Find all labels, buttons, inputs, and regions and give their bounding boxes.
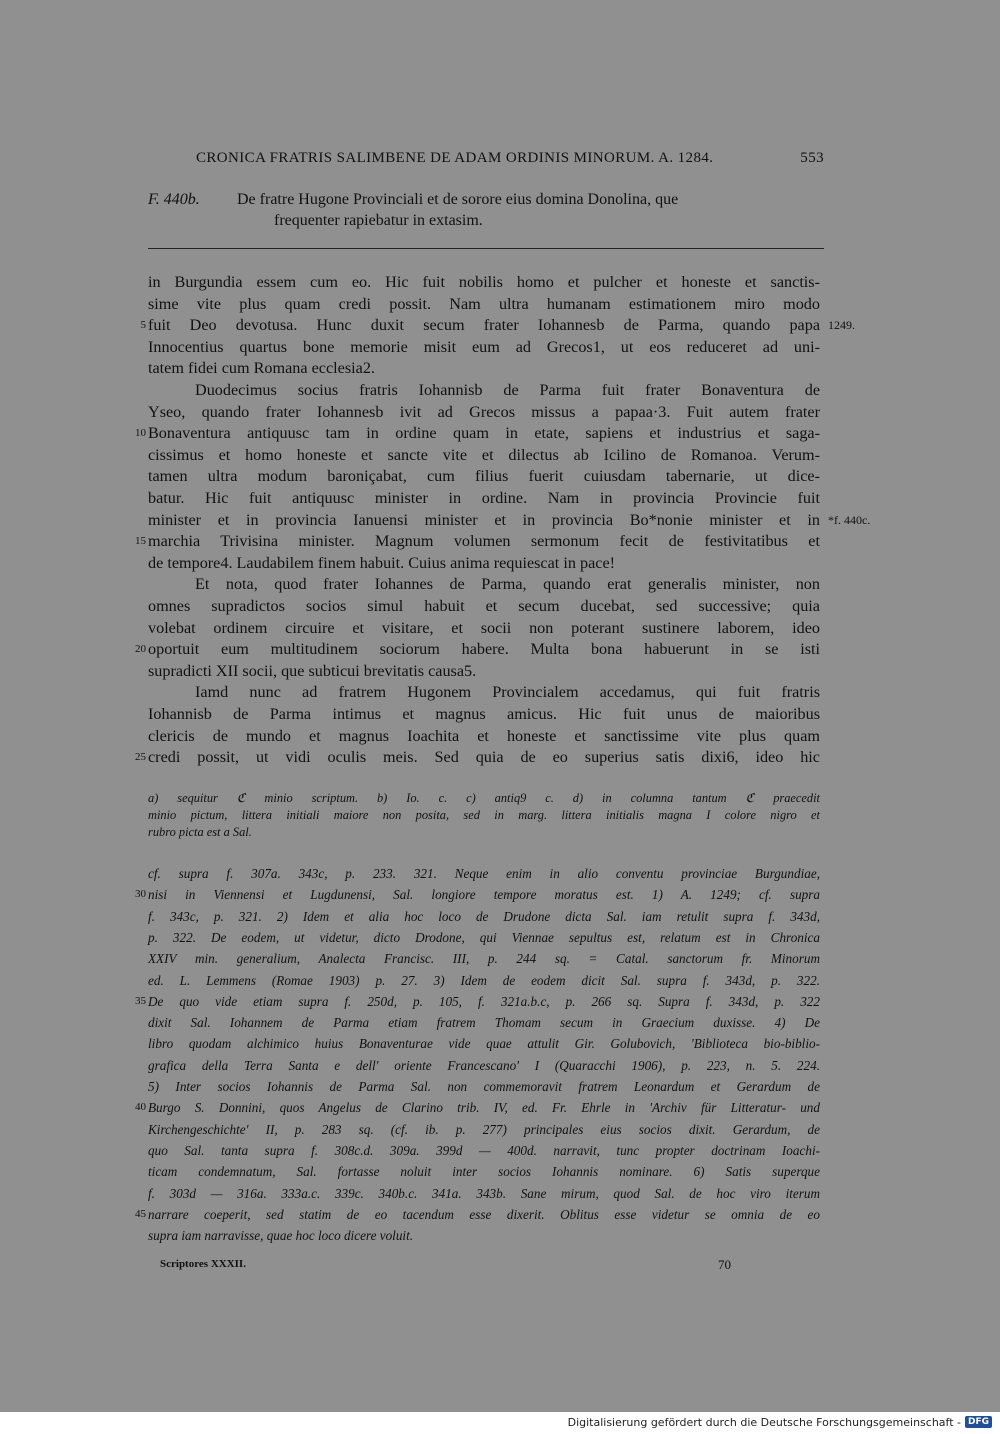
- credit-text: Digitalisierung gefördert durch die Deutsche Forschungsgemeinschaft -: [567, 1415, 961, 1429]
- footnote-line: dixit Sal. Iohannem de Parma etiam fratrem Thomam secum in Graecium duxisse. 4) De: [148, 1015, 820, 1031]
- text-line: tamen ultra modum baroniçabat, cum filius fuerit cuiusdam tabernarie, ut dice-: [148, 467, 820, 486]
- sheet-number: 70: [718, 1257, 731, 1272]
- apparatus-line: minio pictum, littera initiali maiore non posita, sed in marg. littera initialis magna I colore nigro et: [148, 808, 820, 822]
- printer-signature: Scriptores XXXII.: [160, 1258, 246, 1270]
- line-number: 15: [135, 535, 146, 548]
- text-line: minister et in provincia Ianuensi minister et in provincia Bo*nonie minister et in: [148, 510, 820, 529]
- footnote-line: Burgo S. Donnini, quos Angelus de Clarino trib. IV, ed. Fr. Ehrle in 'Archiv für Litteratur- und: [148, 1100, 820, 1116]
- apparatus-line: rubro picta est a Sal.: [148, 825, 252, 839]
- footnote-line: libro quodam alchimico huius Bonaventurae vide quae attulit Gir. Golubovich, 'Biblioteca bio-biblio-: [148, 1036, 820, 1052]
- footnote-line: De quo vide etiam supra f. 250d, p. 105, f. 321a.b.c, p. 266 sq. Supra f. 343d, p. 322: [148, 993, 820, 1009]
- apparatus-line: a) sequitur ℭ minio scriptum. b) Io. c. c) antiq9 c. d) in columna tantum ℭ praecedit: [148, 791, 820, 805]
- text-line: Iohannisb de Parma intimus et magnus amicus. Hic fuit unus de maioribus: [148, 705, 820, 723]
- footnote-line: Kirchengeschichte' II, p. 283 sq. (cf. ib. p. 277) principales eius socios dixit. Gerardum, de: [148, 1121, 820, 1137]
- footnote-line: XXIV min. generalium, Analecta Francisc. III, p. 244 sq. = Catal. sanctorum fr. Minorum: [148, 951, 820, 967]
- text-line: sime vite plus quam credi possit. Nam ultra humanam estimationem miro modo: [148, 294, 820, 313]
- heading-rule: [148, 248, 824, 249]
- footnote-line: ed. L. Lemmens (Romae 1903) p. 27. 3) Idem de eodem dicit Sal. supra f. 343d, p. 322.: [148, 972, 820, 988]
- running-title: CRONICA FRATRIS SALIMBENE DE ADAM ORDINIS MINORUM. A. 1284.: [196, 150, 714, 166]
- footnote-line: ticam condemnatum, Sal. fortasse noluit inter socios Iohannis nominare. 6) Satis superque: [148, 1164, 820, 1180]
- line-number: 20: [135, 643, 146, 656]
- footnote-line: f. 343c, p. 321. 2) Idem et alia hoc loco de Drudone dicta Sal. iam retulit supra f. 343d,: [148, 908, 820, 924]
- text-line: omnes supradictos socios simul habuit et secum ducebat, sed successive; quia: [148, 597, 820, 615]
- running-header: [196, 150, 824, 167]
- line-number: 45: [135, 1207, 146, 1220]
- text-line: marchia Trivisina minister. Magnum volumen sermonum fecit de festivitatibus et: [148, 532, 820, 551]
- footnote-line: supra iam narravisse, quae hoc loco dicere voluit.: [148, 1228, 414, 1244]
- text-line: fuit Deo devotusa. Hunc duxit secum frater Iohannesb de Parma, quando papa: [148, 316, 820, 335]
- line-number: 5: [140, 319, 146, 332]
- line-number: 25: [135, 751, 146, 764]
- text-line: Innocentius quartus bone memorie misit eum ad Grecos1, ut eos reduceret ad uni-: [148, 337, 820, 356]
- chapter-title-line-1: De fratre Hugone Provinciali et de sorore eius domina Donolina, que: [237, 191, 679, 208]
- line-number: 10: [135, 427, 146, 440]
- footnote-line: f. 303d — 316a. 333a.c. 339c. 340b.c. 341a. 343b. Sane mirum, quod Sal. de hoc viro iterum: [148, 1185, 820, 1201]
- margin-note: *f. 440c.: [828, 512, 871, 527]
- text-line: clericis de mundo et magnus Ioachita et honeste et sanctissime vite plus quam: [148, 726, 820, 745]
- page-number: 553: [800, 150, 824, 166]
- text-line: in Burgundia essem cum eo. Hic fuit nobilis homo et pulcher et honeste et sanctis-: [148, 273, 820, 291]
- footnote-line: 5) Inter socios Iohannis de Parma Sal. non commemoravit fratrem Leonardum et Gerardum de: [148, 1079, 820, 1094]
- text-line: cissimus et homo honeste et sancte vite et dilectus ab Icilino de Romanoa. Verum-: [148, 445, 820, 464]
- footnote-line: nisi in Viennensi et Lugdunensi, Sal. longiore tempore moratus est. 1) A. 1249; cf. supra: [148, 887, 820, 903]
- text-line: supradicti XII socii, que subticui brevitatis causa5.: [148, 661, 477, 680]
- footnote-line: quo Sal. tanta supra f. 308c.d. 309a. 399d — 400d. narravit, tunc propter doctrinam Ioachi-: [148, 1142, 820, 1158]
- text-line: Iamd nunc ad fratrem Hugonem Provincialem accedamus, qui fuit fratris: [195, 683, 820, 702]
- footnote-line: p. 322. De eodem, ut videtur, dicto Drodone, qui Viennae sepultus est, relatum est in Chronica: [148, 929, 820, 945]
- text-line: volebat ordinem circuire et visitare, et socii non poterant sustinere laborem, ideo: [148, 618, 820, 637]
- text-line: batur. Hic fuit antiquusc minister in ordine. Nam in provincia Provincie fuit: [148, 489, 820, 507]
- footnote-line: grafica della Terra Santa e dell' oriente Francescano' I (Quaracchi 1906), p. 223, n. 5. 224.: [148, 1057, 820, 1073]
- text-line: Bonaventura antiquusc tam in ordine quam in etate, sapiens et industrius et saga-: [148, 424, 820, 443]
- line-number: 40: [135, 1101, 146, 1114]
- digitization-credit: [568, 1414, 992, 1430]
- folio-reference: F. 440b.: [148, 191, 200, 208]
- text-line: de tempore4. Laudabilem finem habuit. Cuius anima requiescat in pace!: [148, 553, 616, 572]
- text-line: Yseo, quando frater Iohannesb ivit ad Grecos missus a papaa·3. Fuit autem frater: [148, 402, 820, 421]
- text-line: Duodecimus socius fratris Iohannisb de Parma fuit frater Bonaventura de: [195, 381, 820, 399]
- footnote-line: narrare coeperit, sed statim de eo tacendum esse dixerit. Oblitus esse videtur se omnia de eo: [148, 1206, 820, 1222]
- text-line: oportuit eum multitudinem sociorum habere. Multa bona habuerunt in se isti: [148, 640, 820, 659]
- margin-note: 1249.: [828, 318, 855, 333]
- chapter-title-line-2: frequenter rapiebatur in extasim.: [274, 212, 483, 229]
- dfg-logo: DFG: [965, 1416, 992, 1428]
- footnote-line: cf. supra f. 307a. 343c, p. 233. 321. Neque enim in alio conventu provinciae Burgundiae,: [148, 866, 820, 881]
- text-line: credi possit, ut vidi oculis meis. Sed quia de eo superius satis dixi6, ideo hic: [148, 748, 820, 767]
- text-line: tatem fidei cum Romana ecclesia2.: [148, 359, 375, 378]
- line-number: 35: [135, 994, 146, 1007]
- line-number: 30: [135, 888, 146, 901]
- text-line: Et nota, quod frater Iohannes de Parma, quando erat generalis minister, non: [195, 575, 820, 594]
